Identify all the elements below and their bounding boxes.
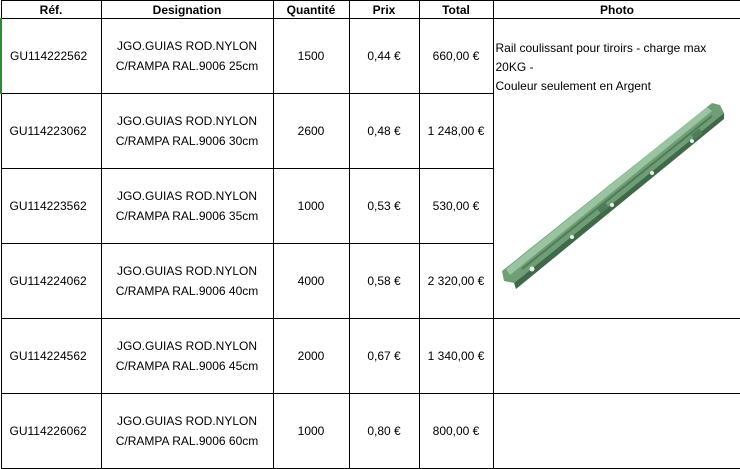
photo-description	[496, 39, 739, 96]
cell-designation	[101, 244, 273, 319]
cell-designation	[101, 394, 273, 469]
cell-total: 660,00 €	[419, 19, 493, 94]
cell-quantite: 1000	[273, 394, 349, 469]
cell-prix: 0,48 €	[349, 94, 419, 169]
cell-quantite: 1000	[273, 169, 349, 244]
cell-quantite: 2600	[273, 94, 349, 169]
photo-description-line: Couleur seulement en Argent	[495, 79, 651, 93]
designation-line: C/RAMPA RAL.9006 45cm	[115, 359, 259, 373]
cell-prix: 0,58 €	[349, 244, 419, 319]
cell-designation	[101, 319, 273, 394]
cell-photo-empty	[493, 394, 740, 469]
cell-ref: GU114223562	[1, 169, 101, 244]
designation-line: JGO.GUIAS ROD.NYLON	[116, 39, 258, 53]
cell-total: 530,00 €	[419, 169, 493, 244]
header-designation: Designation	[101, 1, 273, 19]
drawer-rail-image	[502, 101, 727, 296]
designation-line: C/RAMPA RAL.9006 60cm	[115, 434, 259, 448]
cell-total: 1 248,00 €	[419, 94, 493, 169]
cell-designation	[101, 169, 273, 244]
cell-total: 800,00 €	[419, 394, 493, 469]
cell-prix: 0,67 €	[349, 319, 419, 394]
cell-ref: GU114226062	[1, 394, 101, 469]
designation-line: C/RAMPA RAL.9006 25cm	[115, 59, 259, 73]
table-row	[1, 19, 740, 94]
cell-quantite: 1500	[273, 19, 349, 94]
designation-line: JGO.GUIAS ROD.NYLON	[116, 189, 258, 203]
designation-line: C/RAMPA RAL.9006 35cm	[115, 209, 259, 223]
header-total: Total	[419, 1, 493, 19]
cell-designation	[101, 94, 273, 169]
cell-photo	[493, 19, 740, 319]
designation-line: C/RAMPA RAL.9006 40cm	[115, 284, 259, 298]
header-photo: Photo	[493, 1, 740, 19]
cell-prix: 0,44 €	[349, 19, 419, 94]
cell-prix: 0,53 €	[349, 169, 419, 244]
designation-line: JGO.GUIAS ROD.NYLON	[116, 264, 258, 278]
cell-photo-empty	[493, 319, 740, 394]
photo-description-line: Rail coulissant pour tiroirs - charge max 20KG -	[495, 41, 707, 74]
header-row	[1, 1, 740, 19]
cell-total: 1 340,00 €	[419, 319, 493, 394]
table-row	[1, 319, 740, 394]
cell-prix: 0,80 €	[349, 394, 419, 469]
cell-ref: GU114224562	[1, 319, 101, 394]
cell-quantite: 2000	[273, 319, 349, 394]
header-ref: Réf.	[1, 1, 101, 19]
cell-quantite: 4000	[273, 244, 349, 319]
designation-line: JGO.GUIAS ROD.NYLON	[116, 339, 258, 353]
cell-designation	[101, 19, 273, 94]
cell-ref: GU114223062	[1, 94, 101, 169]
designation-line: JGO.GUIAS ROD.NYLON	[116, 114, 258, 128]
designation-line: JGO.GUIAS ROD.NYLON	[116, 414, 258, 428]
cell-ref: GU114222562	[1, 19, 101, 94]
header-quantite: Quantité	[273, 1, 349, 19]
cell-ref: GU114224062	[1, 244, 101, 319]
table-row	[1, 394, 740, 469]
header-prix: Prix	[349, 1, 419, 19]
designation-line: C/RAMPA RAL.9006 30cm	[115, 134, 259, 148]
cell-total: 2 320,00 €	[419, 244, 493, 319]
